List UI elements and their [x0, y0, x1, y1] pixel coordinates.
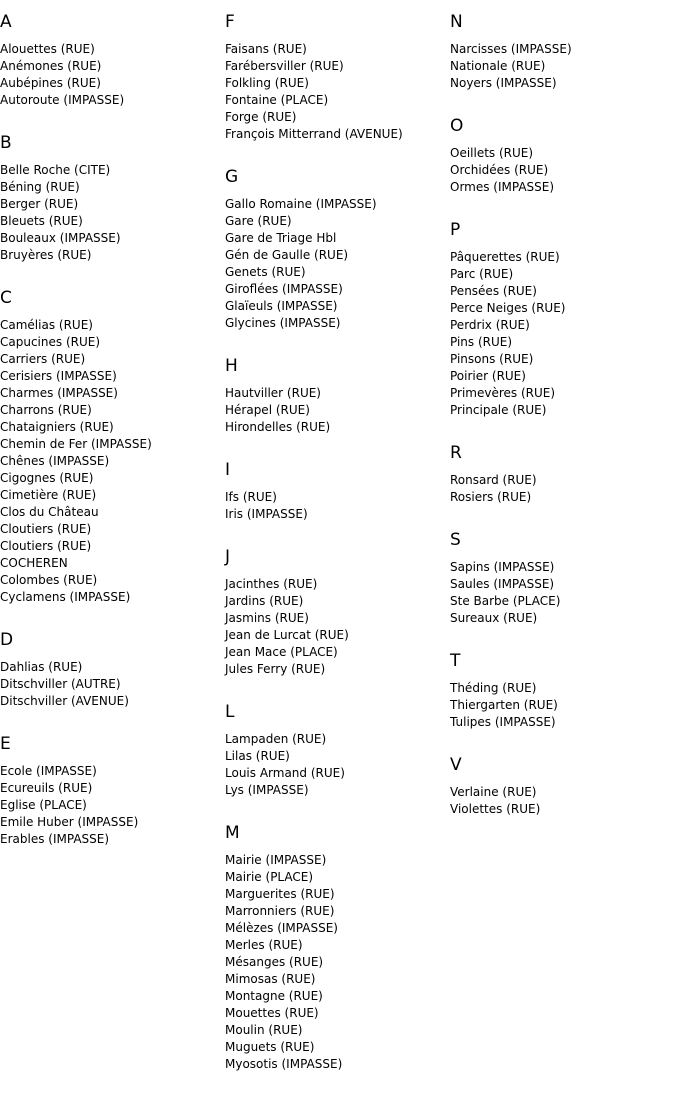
street-link[interactable]: Narcisses (IMPASSE) — [450, 42, 572, 56]
letter-heading: C — [0, 288, 12, 308]
street-link[interactable]: Pinsons (RUE) — [450, 352, 534, 366]
street-index-column-1 — [0, 11, 225, 871]
street-link[interactable]: Gén de Gaulle (RUE) — [225, 248, 349, 262]
street-list — [450, 784, 675, 818]
street-link[interactable]: Cloutiers (RUE) — [0, 522, 92, 536]
street-link[interactable]: Ronsard (RUE) — [450, 473, 537, 487]
street-link[interactable]: Jacinthes (RUE) — [225, 577, 318, 591]
street-link[interactable]: Mouettes (RUE) — [225, 1006, 319, 1020]
street-link[interactable]: Dahlias (RUE) — [0, 660, 83, 674]
street-list — [0, 162, 225, 264]
letter-group — [0, 629, 225, 710]
street-link[interactable]: Faisans (RUE) — [225, 42, 307, 56]
street-link[interactable]: Lilas (RUE) — [225, 749, 290, 763]
street-link[interactable]: Clos du Château — [0, 505, 99, 519]
street-link[interactable]: Chênes (IMPASSE) — [0, 454, 110, 468]
street-link[interactable]: Thiergarten (RUE) — [450, 698, 558, 712]
street-link[interactable]: Aubépines (RUE) — [0, 76, 101, 90]
letter-group — [450, 650, 675, 731]
street-link[interactable]: Principale (RUE) — [450, 403, 547, 417]
street-link[interactable]: Lys (IMPASSE) — [225, 783, 309, 797]
letter-heading: I — [225, 460, 231, 480]
street-list — [225, 852, 450, 1073]
street-link[interactable]: Farébersviller (RUE) — [225, 59, 344, 73]
street-link[interactable]: Belle Roche (CITE) — [0, 163, 111, 177]
street-link[interactable]: Folkling (RUE) — [225, 76, 309, 90]
street-list — [225, 576, 450, 678]
letter-group — [225, 701, 450, 799]
street-list — [0, 659, 225, 710]
street-list — [0, 317, 225, 606]
street-link[interactable]: Sapins (IMPASSE) — [450, 560, 555, 574]
street-link[interactable]: Carriers (RUE) — [0, 352, 86, 366]
letter-group — [225, 459, 450, 523]
letter-heading: G — [225, 167, 239, 187]
street-link[interactable]: Gare de Triage Hbl — [225, 231, 337, 245]
street-link[interactable]: Ifs (RUE) — [225, 490, 277, 504]
letter-heading: D — [0, 630, 14, 650]
street-index-column-3 — [450, 11, 675, 841]
street-link[interactable]: Glaïeuls (IMPASSE) — [225, 299, 338, 313]
street-link[interactable]: Ecole (IMPASSE) — [0, 764, 97, 778]
street-link[interactable]: Mimosas (RUE) — [225, 972, 316, 986]
letter-heading: T — [450, 651, 461, 671]
street-link[interactable]: Moulin (RUE) — [225, 1023, 303, 1037]
street-list — [0, 763, 225, 848]
street-link[interactable]: Camélias (RUE) — [0, 318, 93, 332]
street-link[interactable]: COCHEREN — [0, 556, 68, 570]
letter-group — [225, 822, 450, 1073]
street-link[interactable]: Alouettes (RUE) — [0, 42, 95, 56]
letter-group — [450, 529, 675, 627]
letter-heading: F — [225, 12, 235, 32]
street-link[interactable]: Mairie (PLACE) — [225, 870, 314, 884]
letter-heading: R — [450, 443, 462, 463]
street-link[interactable]: Pins (RUE) — [450, 335, 513, 349]
street-link[interactable]: Muguets (RUE) — [225, 1040, 315, 1054]
street-link[interactable]: Giroflées (IMPASSE) — [225, 282, 343, 296]
street-link[interactable]: Théding (RUE) — [450, 681, 537, 695]
street-link[interactable]: Hirondelles (RUE) — [225, 420, 331, 434]
street-link[interactable]: Lampaden (RUE) — [225, 732, 327, 746]
street-list — [450, 680, 675, 731]
street-link[interactable]: Perdrix (RUE) — [450, 318, 530, 332]
street-link[interactable]: Mélèzes (IMPASSE) — [225, 921, 338, 935]
street-link[interactable]: Emile Huber (IMPASSE) — [0, 815, 139, 829]
street-list — [450, 249, 675, 419]
street-link[interactable]: Rosiers (RUE) — [450, 490, 532, 504]
letter-group — [0, 287, 225, 606]
street-link[interactable]: Cerisiers (IMPASSE) — [0, 369, 117, 383]
street-link[interactable]: Tulipes (IMPASSE) — [450, 715, 556, 729]
street-link[interactable]: Hérapel (RUE) — [225, 403, 310, 417]
letter-heading: S — [450, 530, 461, 550]
letter-group — [225, 11, 450, 143]
letter-heading: V — [450, 755, 462, 775]
street-link[interactable]: Jules Ferry (RUE) — [225, 662, 326, 676]
street-link[interactable]: Fontaine (PLACE) — [225, 93, 329, 107]
street-link[interactable]: Iris (IMPASSE) — [225, 507, 308, 521]
street-link[interactable]: Mairie (IMPASSE) — [225, 853, 327, 867]
street-list — [225, 196, 450, 332]
letter-heading: E — [0, 734, 11, 754]
letter-heading: A — [0, 12, 12, 32]
street-link[interactable]: Parc (RUE) — [450, 267, 514, 281]
street-list — [450, 145, 675, 196]
street-link[interactable]: Saules (IMPASSE) — [450, 577, 555, 591]
street-link[interactable]: Cimetière (RUE) — [0, 488, 97, 502]
letter-group — [225, 355, 450, 436]
street-link[interactable]: Erables (IMPASSE) — [0, 832, 110, 846]
street-list — [225, 385, 450, 436]
street-link[interactable]: Gallo Romaine (IMPASSE) — [225, 197, 377, 211]
letter-group — [0, 132, 225, 264]
street-link[interactable]: Noyers (IMPASSE) — [450, 76, 557, 90]
street-list — [450, 472, 675, 506]
street-link[interactable]: Eglise (PLACE) — [0, 798, 87, 812]
letter-group — [0, 11, 225, 109]
street-link[interactable]: Jean de Lurcat (RUE) — [225, 628, 349, 642]
letter-group — [450, 11, 675, 92]
street-link[interactable]: Orchidées (RUE) — [450, 163, 549, 177]
street-link[interactable]: Verlaine (RUE) — [450, 785, 537, 799]
street-list — [450, 41, 675, 92]
street-link[interactable]: Gare (RUE) — [225, 214, 292, 228]
street-link[interactable]: Béning (RUE) — [0, 180, 80, 194]
street-list — [450, 559, 675, 627]
street-link[interactable]: Chemin de Fer (IMPASSE) — [0, 437, 152, 451]
street-link[interactable]: Charmes (IMPASSE) — [0, 386, 118, 400]
street-link[interactable]: Poirier (RUE) — [450, 369, 526, 383]
street-link[interactable]: Ormes (IMPASSE) — [450, 180, 555, 194]
street-link[interactable]: Jasmins (RUE) — [225, 611, 309, 625]
street-link[interactable]: Forge (RUE) — [225, 110, 297, 124]
street-link[interactable]: François Mitterrand (AVENUE) — [225, 127, 403, 141]
street-link[interactable]: Primevères (RUE) — [450, 386, 556, 400]
street-link[interactable]: Sureaux (RUE) — [450, 611, 538, 625]
letter-group — [450, 219, 675, 419]
letter-group — [450, 115, 675, 196]
street-link[interactable]: Bleuets (RUE) — [0, 214, 83, 228]
letter-heading: J — [225, 547, 231, 567]
street-link[interactable]: Pâquerettes (RUE) — [450, 250, 560, 264]
street-list — [225, 731, 450, 799]
street-link[interactable]: Glycines (IMPASSE) — [225, 316, 341, 330]
street-link[interactable]: Anémones (RUE) — [0, 59, 102, 73]
street-link[interactable]: Ecureuils (RUE) — [0, 781, 93, 795]
street-link[interactable]: Bruyères (RUE) — [0, 248, 92, 262]
street-link[interactable]: Colombes (RUE) — [0, 573, 98, 587]
street-list — [225, 489, 450, 523]
street-link[interactable]: Cloutiers (RUE) — [0, 539, 92, 553]
letter-group — [450, 442, 675, 506]
street-link[interactable]: Hautviller (RUE) — [225, 386, 321, 400]
letter-group — [225, 546, 450, 678]
street-link[interactable]: Cigognes (RUE) — [0, 471, 94, 485]
street-index-column-2 — [225, 11, 450, 1096]
street-link[interactable]: Louis Armand (RUE) — [225, 766, 345, 780]
street-list — [225, 41, 450, 143]
street-link[interactable]: Berger (RUE) — [0, 197, 79, 211]
street-link[interactable]: Genets (RUE) — [225, 265, 306, 279]
letter-heading: M — [225, 823, 240, 843]
street-link[interactable]: Autoroute (IMPASSE) — [0, 93, 125, 107]
letter-group — [450, 754, 675, 818]
letter-heading: B — [0, 133, 12, 153]
street-link[interactable]: Cyclamens (IMPASSE) — [0, 590, 131, 604]
letter-heading: L — [225, 702, 235, 722]
street-link[interactable]: Ste Barbe (PLACE) — [450, 594, 561, 608]
street-link[interactable]: Myosotis (IMPASSE) — [225, 1057, 343, 1071]
letter-heading: P — [450, 220, 461, 240]
street-link[interactable]: Jean Mace (PLACE) — [225, 645, 338, 659]
street-link[interactable]: Oeillets (RUE) — [450, 146, 534, 160]
letter-group — [225, 166, 450, 332]
street-link[interactable]: Mésanges (RUE) — [225, 955, 324, 969]
street-link[interactable]: Pensées (RUE) — [450, 284, 537, 298]
letter-heading: H — [225, 356, 238, 376]
street-link[interactable]: Marguerites (RUE) — [225, 887, 335, 901]
street-link[interactable]: Capucines (RUE) — [0, 335, 101, 349]
street-link[interactable]: Chataigniers (RUE) — [0, 420, 114, 434]
street-link[interactable]: Perce Neiges (RUE) — [450, 301, 566, 315]
street-link[interactable]: Ditschviller (AVENUE) — [0, 694, 129, 708]
street-link[interactable]: Nationale (RUE) — [450, 59, 546, 73]
street-link[interactable]: Montagne (RUE) — [225, 989, 323, 1003]
letter-heading: N — [450, 12, 463, 32]
street-link[interactable]: Bouleaux (IMPASSE) — [0, 231, 121, 245]
street-link[interactable]: Charrons (RUE) — [0, 403, 92, 417]
street-link[interactable]: Ditschviller (AUTRE) — [0, 677, 121, 691]
street-list — [0, 41, 225, 109]
street-link[interactable]: Marronniers (RUE) — [225, 904, 335, 918]
street-link[interactable]: Violettes (RUE) — [450, 802, 541, 816]
street-link[interactable]: Merles (RUE) — [225, 938, 303, 952]
street-link[interactable]: Jardins (RUE) — [225, 594, 304, 608]
letter-heading: O — [450, 116, 464, 136]
letter-group — [0, 733, 225, 848]
